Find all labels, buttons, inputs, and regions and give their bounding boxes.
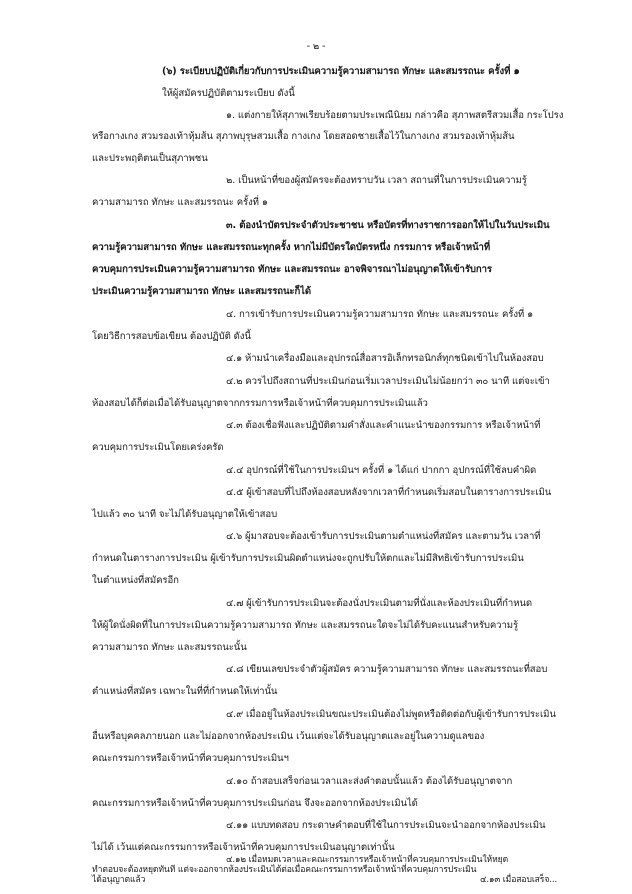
subitem-4-12-line: ได้อนุญาตแล้ว (92, 875, 146, 885)
subitem-4-11-line: ไม่ได้ เว้นแต่คณะกรรมการหรือเจ้าหน้าที่ควบคุมการประเมินอนุญาตเท่านั้น (92, 842, 395, 853)
subitem-4-4-line: ๔.๔ อุปกรณ์ที่ใช้ในการประเมินฯ ครั้งที่ ๑ ได้แก่ ปากกา อุปกรณ์ที่ใช้ลบคำผิด (226, 465, 537, 476)
subitem-4-8-line: ๔.๘ เขียนเลขประจำตัวผู้สมัคร ความรู้ความสามารถ ทักษะ และสมรรถนะที่สอบ (226, 664, 548, 675)
subitem-4-2-line: ห้องสอบได้ก็ต่อเมื่อได้รับอนุญาตจากกรรมการหรือเจ้าหน้าที่ควบคุมการประเมินแล้ว (92, 398, 428, 409)
item-2-line: ความสามารถ ทักษะ และสมรรถนะ ครั้งที่ ๑ (92, 197, 268, 208)
page-number: - ๒ - (306, 41, 326, 52)
subitem-4-5-line: ไปแล้ว ๓๐ นาที จะไม่ได้รับอนุญาตให้เข้าสอบ (92, 509, 278, 520)
subitem-4-6-line: ๔.๖ ผู้มาสอบจะต้องเข้ารับการประเมินตามตำแหน่งที่สมัคร และตามวัน เวลาที่ (226, 531, 541, 542)
subitem-4-8-line: ตำแหน่งที่สมัคร เฉพาะในที่ที่กำหนดให้เท่านั้น (92, 686, 278, 697)
subitem-4-10-line: ๔.๑๐ ถ้าสอบเสร็จก่อนเวลาและส่งคำตอบนั้นแล้ว ต้องได้รับอนุญาตจาก (226, 776, 513, 787)
subitem-4-7-line: ให้ผู้ใดนั่งผิดที่ในการประเมินความรู้ความสามารถ ทักษะ และสมรรถนะใดจะไม่ได้รับคะแนนสำหรับความรู้ (92, 620, 519, 631)
subitem-4-6-line: กำหนดในตารางการประเมิน ผู้เข้ารับการประเมินผิดตำแหน่งจะถูกปรับให้ตกและไม่มีสิทธิเข้ารับการประเมิน (92, 553, 524, 564)
item-2-line: ๒. เป็นหน้าที่ของผู้สมัครจะต้องทราบวัน เวลา สถานที่ในการประเมินความรู้ (226, 175, 527, 186)
item-4-line: ๔. การเข้ารับการประเมินความรู้ความสามารถ ทักษะ และสมรรถนะ ครั้งที่ ๑ (226, 309, 534, 320)
item-3-line: ประเมินความรู้ความสามารถ ทักษะ และสมรรถนะก็ได้ (92, 286, 312, 297)
item-1-line: และประพฤติตนเป็นสุภาพชน (92, 153, 208, 164)
subitem-4-11-line: ๔.๑๑ แบบทดสอบ กระดาษคำตอบที่ใช้ในการประเมินจะนำออกจากห้องประเมิน (226, 820, 546, 831)
subitem-4-9-line: คณะกรรมการหรือเจ้าหน้าที่ควบคุมการประเมินฯ (92, 753, 289, 764)
subitem-4-3-line: ๔.๓ ต้องเชื่อฟังและปฏิบัติตามคำสั่งและคำแนะนำของกรรมการ หรือเจ้าหน้าที่ (226, 420, 541, 431)
subitem-4-5-line: ๔.๕ ผู้เข้าสอบที่ไปถึงห้องสอบหลังจากเวลาที่กำหนดเริ่มสอบในตารางการประเมิน (226, 487, 552, 498)
subitem-4-3-line: ควบคุมการประเมินโดยเคร่งครัด (92, 442, 224, 453)
subitem-4-6-line: ในตำแหน่งที่สมัครอีก (92, 575, 179, 586)
subitem-4-10-line: คณะกรรมการหรือเจ้าหน้าที่ควบคุมการประเมินก่อน จึงจะออกจากห้องประเมินได้ (92, 798, 418, 809)
continuation-text: ๔.๑๓ เมื่อสอบเสร็จ... (480, 875, 558, 885)
subitem-4-2-line: ๔.๒ ควรไปถึงสถานที่ประเมินก่อนเริ่มเวลาประเมินไม่น้อยกว่า ๓๐ นาที แต่จะเข้า (226, 376, 550, 387)
section-heading: (๖) ระเบียบปฏิบัติเกี่ยวกับการประเมินความรู้ความสามารถ ทักษะ และสมรรถนะ ครั้งที่ ๑ (162, 66, 520, 77)
subitem-4-12-line: ทำตอบจะต้องหยุดทันที แต่จะออกจากห้องประเมินได้ต่อเมื่อคณะกรรมการหรือเจ้าหน้าที่ควบคุมการประเมิน (92, 865, 477, 875)
item-3-line: ควบคุมการประเมินความรู้ความสามารถ ทักษะ และสมรรถนะ อาจพิจารณาไม่อนุญาตให้เข้ารับการ (92, 264, 492, 275)
subitem-4-9-line: อื่นหรือบุคคลภายนอก และไม่ออกจากห้องประเมิน เว้นแต่จะได้รับอนุญาตและอยู่ในความดูแลของ (92, 731, 485, 742)
item-1-line: ๑. แต่งกายให้สุภาพเรียบร้อยตามประเพณีนิยม กล่าวคือ สุภาพสตรีสวมเสื้อ กระโปรง (226, 110, 564, 121)
item-3-line: ๓. ต้องนำบัตรประจำตัวประชาชน หรือบัตรที่ทางราชการออกให้ไปในวันประเมิน (226, 220, 550, 231)
intro-line: ให้ผู้สมัครปฏิบัติตามระเบียบ ดังนี้ (162, 88, 295, 99)
subitem-4-9-line: ๔.๙ เมื่ออยู่ในห้องประเมินขณะประเมินต้องไม่พูดหรือติดต่อกับผู้เข้ารับการประเมิน (226, 709, 556, 720)
subitem-4-7-line: ความสามารถ ทักษะ และสมรรถนะนั้น (92, 642, 247, 653)
item-4-line: โดยวิธีการสอบข้อเขียน ต้องปฏิบัติ ดังนี้ (92, 331, 251, 342)
item-3-line: ความรู้ความสามารถ ทักษะ และสมรรถนะทุกครั้ง หากไม่มีบัตรใดบัตรหนึ่ง กรรมการ หรือเจ้าหน้าที่ (92, 242, 491, 253)
subitem-4-7-line: ๔.๗ ผู้เข้ารับการประเมินจะต้องนั่งประเมินตามที่นั่งและห้องประเมินที่กำหนด (226, 598, 533, 609)
subitem-4-1-line: ๔.๑ ห้ามนำเครื่องมือและอุปกรณ์สื่อสารอิเล็กทรอนิกส์ทุกชนิดเข้าไปในห้องสอบ (226, 353, 544, 364)
subitem-4-12-line: ๔.๑๒ เมื่อหมดเวลาและคณะกรรมการหรือเจ้าหน้าที่ควบคุมการประเมินให้หยุด (226, 855, 509, 865)
item-1-line: หรือกางเกง สวมรองเท้าหุ้มส้น สุภาพบุรุษสวมเสื้อ กางเกง โดยสอดชายเสื้อไว้ในกางเกง สวมรองเท้าหุ้มส้น (92, 131, 515, 142)
